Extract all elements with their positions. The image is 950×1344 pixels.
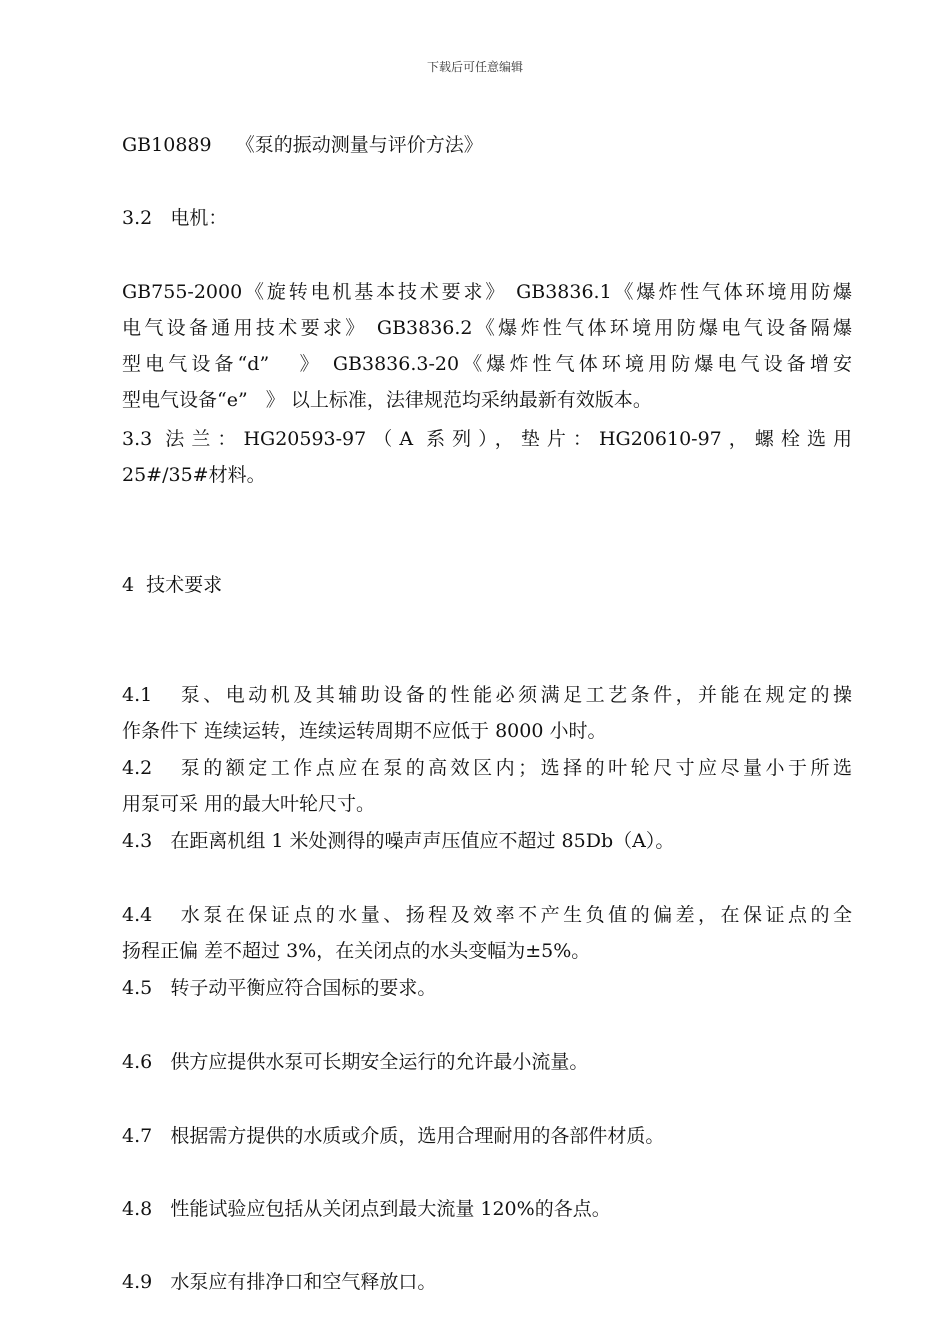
section-4-7: 4.7 根据需方提供的水质或介质，选用合理耐用的各部件材质。 (122, 1125, 665, 1147)
section-4-6: 4.6 供方应提供水泵可长期安全运行的允许最小流量。 (122, 1051, 589, 1073)
standard-gb10889: GB10889 《泵的振动测量与评价方法》 (122, 134, 483, 156)
section-4-2: 4.2 泵的额定工作点应在泵的高效区内；选择的叶轮尺寸应尽量小于所选 用泵可采 用的最大叶轮尺寸。 (122, 757, 852, 815)
section-4-4: 4.4 水泵在保证点的水量、扬程及效率不产生负值的偏差，在保证点的全 扬程正偏 差不超过 3%，在关闭点的水头变幅为±5%。 (122, 904, 852, 962)
page-header: 下载后可任意编辑 (426, 60, 523, 74)
section-4-9: 4.9 水泵应有排净口和空气释放口。 (122, 1271, 437, 1293)
section-4-1: 4.1 泵、电动机及其辅助设备的性能必须满足工艺条件，并能在规定的操 作条件下 连续运转，连续运转周期不应低于 8000 小时。 (122, 684, 852, 742)
section-4-heading: 4 技术要求 (122, 574, 223, 596)
section-3-3-flange: 3.3 法兰：HG20593-97（A 系列），垫片：HG20610-97，螺栓选用 25#/35#材料。 (122, 428, 852, 486)
section-4-5: 4.5 转子动平衡应符合国标的要求。 (122, 977, 437, 999)
motor-standards-paragraph: GB755-2000《旋转电机基本技术要求》 GB3836.1《爆炸性气体环境用防爆 电气设备通用技术要求》 GB3836.2《爆炸性气体环境用防爆电气设备隔爆 型电气设备“d” 》 GB3836.3-20《爆炸性气体环境用防爆电气设备增安 型电气设备“e” 》 以上标准，法律规范均采纳最新有效版本。 (122, 281, 852, 411)
section-4-3: 4.3 在距离机组 1 米处测得的噪声声压值应不超过 85Db（A）。 (122, 830, 675, 852)
section-4-8: 4.8 性能试验应包括从关闭点到最大流量 120%的各点。 (122, 1198, 611, 1220)
section-3-2-heading: 3.2 电机： (122, 207, 228, 229)
